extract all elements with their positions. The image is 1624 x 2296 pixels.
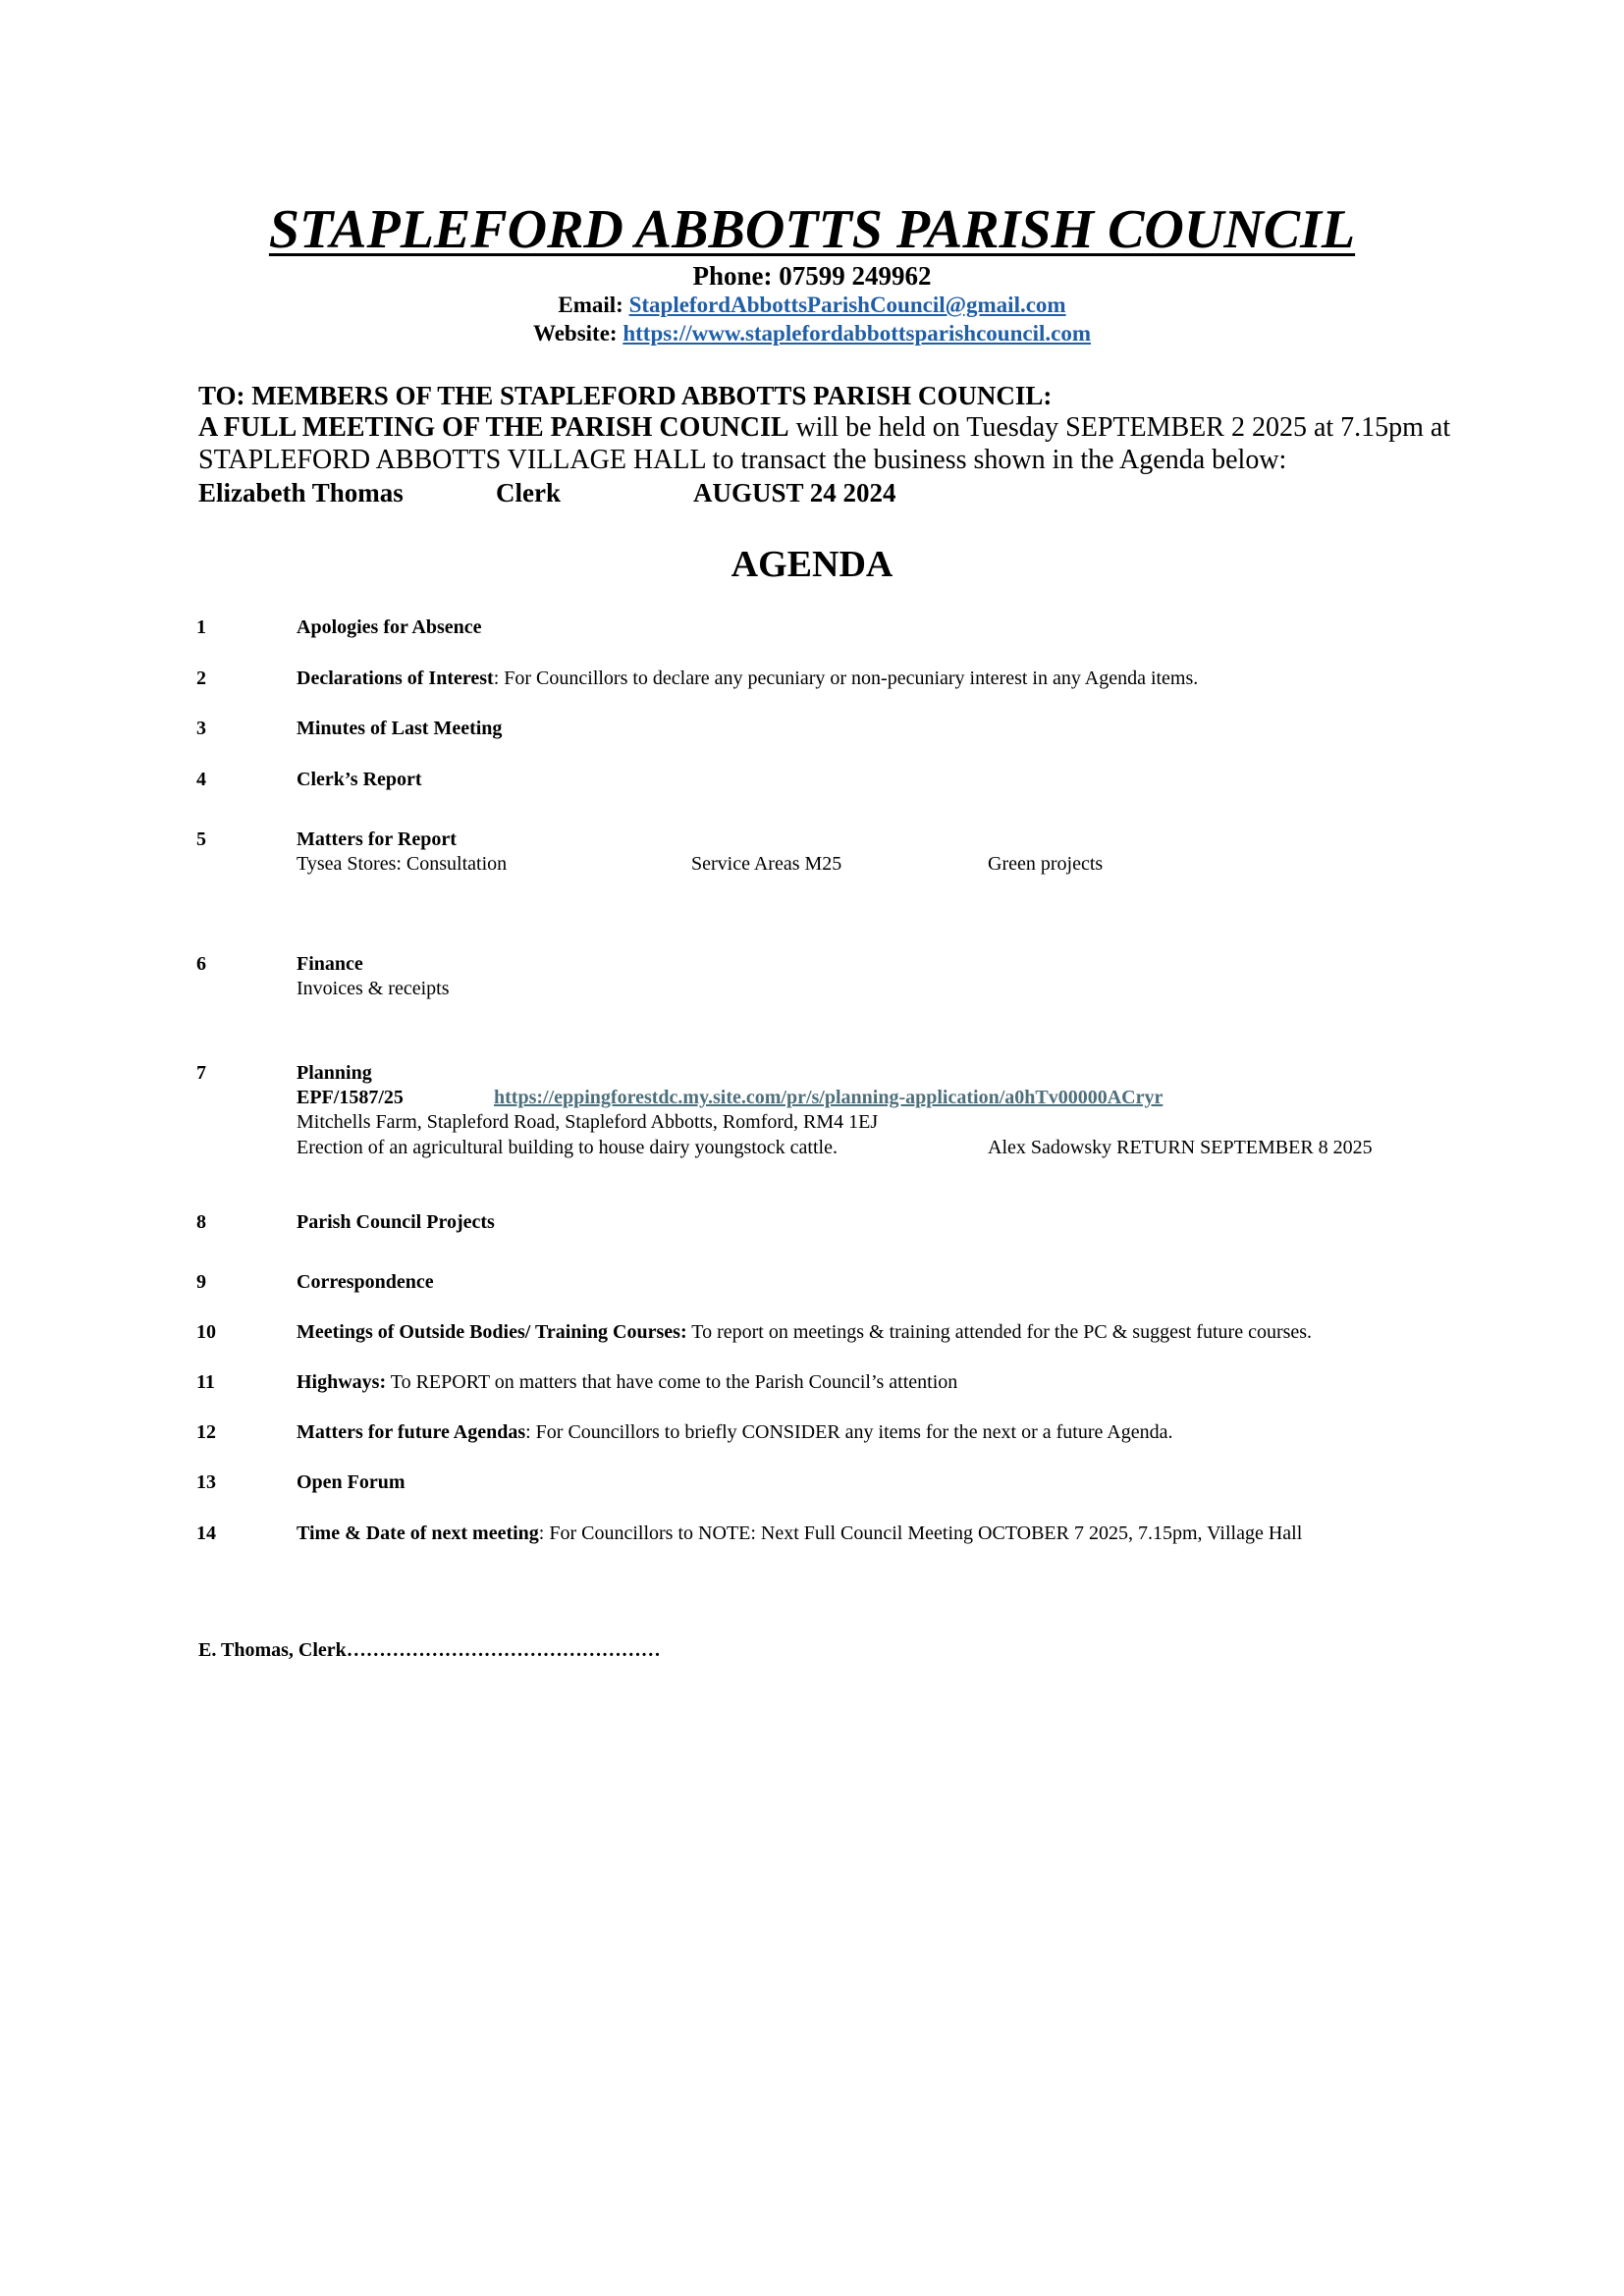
- notice-meeting-type: A FULL MEETING OF THE PARISH COUNCIL: [198, 412, 789, 443]
- agenda-item-declarations: [297, 666, 1198, 691]
- report-topic-service-areas: Service Areas M25: [691, 853, 842, 875]
- item-title: Declarations of Interest: [297, 667, 494, 689]
- clerk-role: Clerk: [496, 478, 561, 507]
- agenda-item-correspondence: [297, 1269, 434, 1295]
- item-description: To REPORT on matters that have come to the Parish Council’s attention: [386, 1371, 958, 1393]
- agenda-item-projects: [297, 1209, 495, 1235]
- report-topic-tysea: Tysea Stores: Consultation: [297, 853, 508, 875]
- agenda-item-clerks-report: [297, 767, 422, 792]
- planning-description: Erection of an agricultural building to house dairy youngstock cattle.: [297, 1137, 838, 1158]
- item-number: 8: [196, 1211, 206, 1233]
- item-title: Matters for Report: [297, 828, 457, 850]
- planning-reference: EPF/1587/25: [297, 1087, 404, 1108]
- website-link[interactable]: https://www.staplefordabbottsparishcouncil.com: [623, 321, 1091, 346]
- agenda-item-matters-for-report: [297, 827, 457, 852]
- item-title: Parish Council Projects: [297, 1211, 495, 1233]
- email-link[interactable]: StaplefordAbbottsParishCouncil@gmail.com: [628, 293, 1066, 317]
- agenda-item-planning: [297, 1060, 372, 1086]
- item-title: Matters for future Agendas: [297, 1421, 526, 1443]
- phone-number: Phone: 07599 249962: [692, 261, 932, 291]
- agenda-item-outside-bodies: [297, 1319, 1312, 1345]
- item-number: 6: [196, 953, 206, 975]
- item-description: : For Councillors to NOTE: Next Full Council Meeting OCTOBER 7 2025, 7.15pm, Village Hall: [538, 1522, 1303, 1544]
- website-label: Website:: [532, 321, 623, 346]
- planning-address: Mitchells Farm, Stapleford Road, Stapleford Abbotts, Romford, RM4 1EJ: [297, 1111, 879, 1133]
- agenda-heading: AGENDA: [731, 544, 893, 585]
- agenda-item-next-meeting: [297, 1521, 1302, 1546]
- agenda-item-open-forum: [297, 1469, 406, 1495]
- notice-date: AUGUST 24 2024: [693, 478, 896, 507]
- website-line: [0, 319, 1624, 348]
- item-number: 5: [196, 828, 206, 850]
- report-topic-green-projects: Green projects: [988, 853, 1104, 875]
- item-description: : For Councillors to briefly CONSIDER any items for the next or a future Agenda.: [525, 1421, 1173, 1443]
- item-title: Open Forum: [297, 1471, 406, 1493]
- item-title: Correspondence: [297, 1271, 434, 1293]
- item-number: 14: [196, 1522, 216, 1544]
- item-title: Time & Date of next meeting: [297, 1522, 539, 1544]
- agenda-item-highways: [297, 1369, 957, 1395]
- item-number: 9: [196, 1271, 206, 1293]
- agenda-item-finance: [297, 951, 363, 977]
- planning-return-note: Alex Sadowsky RETURN SEPTEMBER 8 2025: [988, 1137, 1373, 1158]
- item-number: 3: [196, 718, 206, 739]
- item-title: Apologies for Absence: [297, 616, 482, 638]
- email-label: Email:: [558, 293, 629, 317]
- planning-application-link[interactable]: https://eppingforestdc.my.site.com/pr/s/planning-application/a0hTv00000ACryr: [494, 1087, 1164, 1108]
- notice-recipients: TO: MEMBERS OF THE STAPLEFORD ABBOTTS PARISH COUNCIL:: [198, 381, 1053, 410]
- item-title: Highways:: [297, 1371, 387, 1393]
- item-title: Meetings of Outside Bodies/ Training Courses:: [297, 1321, 687, 1343]
- item-title: Planning: [297, 1062, 372, 1084]
- item-title: Finance: [297, 953, 363, 975]
- finance-invoices: Invoices & receipts: [297, 978, 450, 999]
- item-number: 4: [196, 769, 206, 790]
- agenda-item-apologies: [297, 614, 482, 640]
- notice-meeting-date: will be held on Tuesday SEPTEMBER 2 2025 at 7.15pm at: [788, 412, 1451, 443]
- council-title: STAPLEFORD ABBOTTS PARISH COUNCIL: [268, 199, 1356, 260]
- agenda-item-minutes: [297, 716, 502, 741]
- item-number: 7: [196, 1062, 206, 1084]
- item-number: 1: [196, 616, 206, 638]
- item-title: Clerk’s Report: [297, 769, 422, 790]
- item-number: 11: [196, 1371, 215, 1393]
- notice-line-1: [198, 411, 1450, 445]
- clerk-name: Elizabeth Thomas: [198, 478, 404, 507]
- item-number: 13: [196, 1471, 216, 1493]
- item-description: : For Councillors to declare any pecuniary or non-pecuniary interest in any Agenda items.: [493, 667, 1199, 689]
- item-title: Minutes of Last Meeting: [297, 718, 503, 739]
- email-line: [0, 291, 1624, 320]
- agenda-item-future-agendas: [297, 1419, 1172, 1445]
- item-number: 12: [196, 1421, 216, 1443]
- item-number: 10: [196, 1321, 216, 1343]
- notice-line-2: STAPLEFORD ABBOTTS VILLAGE HALL to transact the business shown in the Agenda below:: [198, 445, 1287, 475]
- item-description: To report on meetings & training attended for the PC & suggest future courses.: [686, 1321, 1313, 1343]
- clerk-signature-line: E. Thomas, Clerk…………………………………………: [198, 1639, 661, 1661]
- item-number: 2: [196, 667, 206, 689]
